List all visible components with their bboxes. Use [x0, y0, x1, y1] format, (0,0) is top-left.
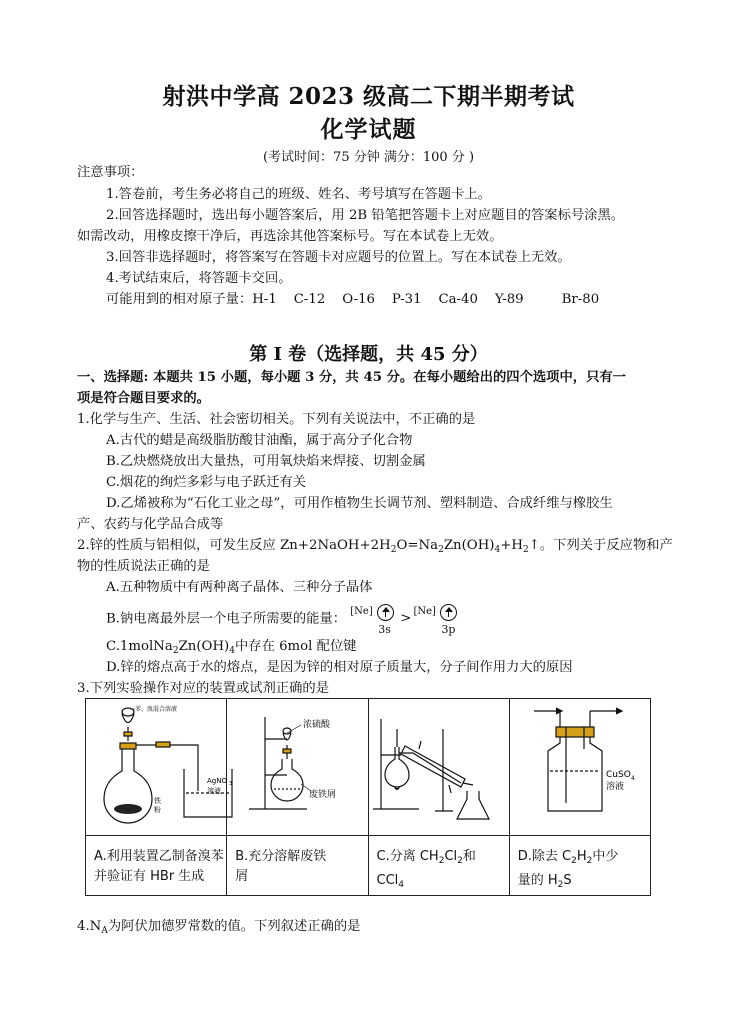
q1-option-d-cont: 产、农药与化学品合成等 — [77, 517, 224, 532]
electron-up-arrow-icon — [377, 604, 394, 621]
svg-text:铁: 铁 — [154, 797, 161, 805]
part-intro-line1: 一、选择题: 本题共 15 小题，每小题 3 分，共 45 分。在每小题给出的四个选项中，只有一 — [77, 370, 626, 385]
svg-text:苯、溴混合溶液: 苯、溴混合溶液 — [135, 706, 178, 713]
q3-stem: 3.下列实验操作对应的装置或试剂正确的是 — [77, 681, 330, 696]
svg-text:溶液: 溶液 — [207, 787, 221, 795]
q1-stem: 1.化学与生产、生活、社会密切相关。下列有关说法中，不正确的是 — [77, 412, 476, 427]
notice-item-3: 3.回答非选择题时，将答案写在答题卡对应题号的位置上。写在本试卷上无效。 — [106, 250, 571, 265]
svg-text:浓硫酸: 浓硫酸 — [303, 720, 331, 730]
notice-item-4: 4.考试结束后，将答题卡交回。 — [106, 271, 292, 286]
q3-option-c: C.分离 $CH_2Cl_2$和 CCl$_4$ — [368, 836, 509, 896]
exam-title: 射洪中学高 2023 级高二下期半期考试 — [162, 83, 575, 110]
q3-figure-c-cell — [368, 699, 509, 836]
q1-option-b: B.乙炔燃烧放出大量热，可用氧炔焰来焊接、切割金属 — [106, 454, 426, 469]
orbital-diagram-3s: [Ne] 3s — [350, 603, 408, 635]
q1-option-d: D.乙烯被称为“石化工业之母”，可用作植物生长调节剂、塑料制造、合成纤维与橡胶生 — [106, 496, 613, 511]
q2-stem-line2: 物的性质说法正确的是 — [77, 559, 210, 574]
svg-text:4: 4 — [630, 775, 635, 782]
q2-option-d: D.锌的熔点高于水的熔点，是因为锌的相对原子质量大，分子间作用力大的原因 — [106, 660, 573, 675]
svg-text:废铁屑: 废铁屑 — [309, 790, 337, 800]
q3-figure-a-cell — [86, 699, 233, 836]
q1-option-a: A.古代的蜡是高级脂肪酸甘油酯，属于高分子化合物 — [106, 433, 413, 448]
q3-option-d: D.除去 $C_2H_2$中少 量的 $H_2S$ — [509, 836, 650, 896]
dissolve-iron-apparatus-figure — [227, 699, 349, 831]
q1-option-c: C.烟花的绚烂多彩与电子跃迁有关 — [106, 475, 307, 490]
q2-option-c: $C.1molNa_2Zn(OH)_4$中存在 6mol 配位键 — [106, 639, 357, 656]
gas-washing-bottle-figure — [510, 699, 644, 831]
notice-item-2b: 如需改动，用橡皮擦干净后，再选涂其他答案标号。写在本试卷上无效。 — [77, 229, 503, 244]
svg-text:粉: 粉 — [154, 806, 161, 814]
q2-option-b: B.钠电离最外层一个电子所需要的能量： [Ne] 3s > [Ne] 3p — [106, 603, 471, 635]
distillation-apparatus-figure — [369, 699, 499, 831]
q2-stem-line1: 2.锌的性质与铝相似，可发生反应 $Zn+2NaOH+2H_2O=Na_2Zn(OH)_4+H_2↑$。下列关于反应物和产 — [77, 538, 673, 555]
q3-apparatus-table — [85, 698, 651, 896]
svg-text:3: 3 — [229, 781, 233, 787]
atomic-masses: 可能用到的相对原子量：H-1 C-12 O-16 P-31 Ca-40 Y-89 Br-80 — [106, 292, 600, 307]
section-title: 第 I 卷（选择题，共 45 分） — [249, 344, 488, 365]
notice-heading: 注意事项： — [77, 165, 144, 180]
svg-text:AgNO: AgNO — [207, 777, 227, 785]
part-intro-line2: 项是符合题目要求的。 — [77, 391, 210, 406]
electron-up-arrow-icon — [440, 604, 457, 621]
q3-option-b: B.充分溶解废铁 屑 — [227, 836, 368, 896]
notice-item-2a: 2.回答选择题时，选出每小题答案后，用 2B 铅笔把答题卡上对应题目的答案标号涂黑。 — [106, 208, 625, 223]
orbital-diagram-3p: [Ne] 3p — [413, 606, 456, 636]
q3-figure-b-cell — [227, 699, 368, 836]
exam-subtitle: 化学试题 — [320, 116, 417, 143]
q3-option-a: A.利用装置乙制备溴苯 并验证有 HBr 生成 — [86, 836, 227, 896]
q4-stem: $4.N_A$为阿伏加德罗常数的值。下列叙述正确的是 — [77, 919, 361, 936]
svg-text:CuSO: CuSO — [605, 770, 631, 780]
notice-item-1: 1.答卷前，考生务必将自己的班级、姓名、考号填写在答题卡上。 — [106, 187, 491, 202]
svg-text:溶液: 溶液 — [605, 782, 624, 792]
q2-option-a: A.五种物质中有两种离子晶体、三种分子晶体 — [106, 580, 373, 595]
q3-figure-d-cell — [509, 699, 650, 836]
exam-info: (考试时间：75 分钟 满分：100 分 ) — [262, 150, 475, 165]
